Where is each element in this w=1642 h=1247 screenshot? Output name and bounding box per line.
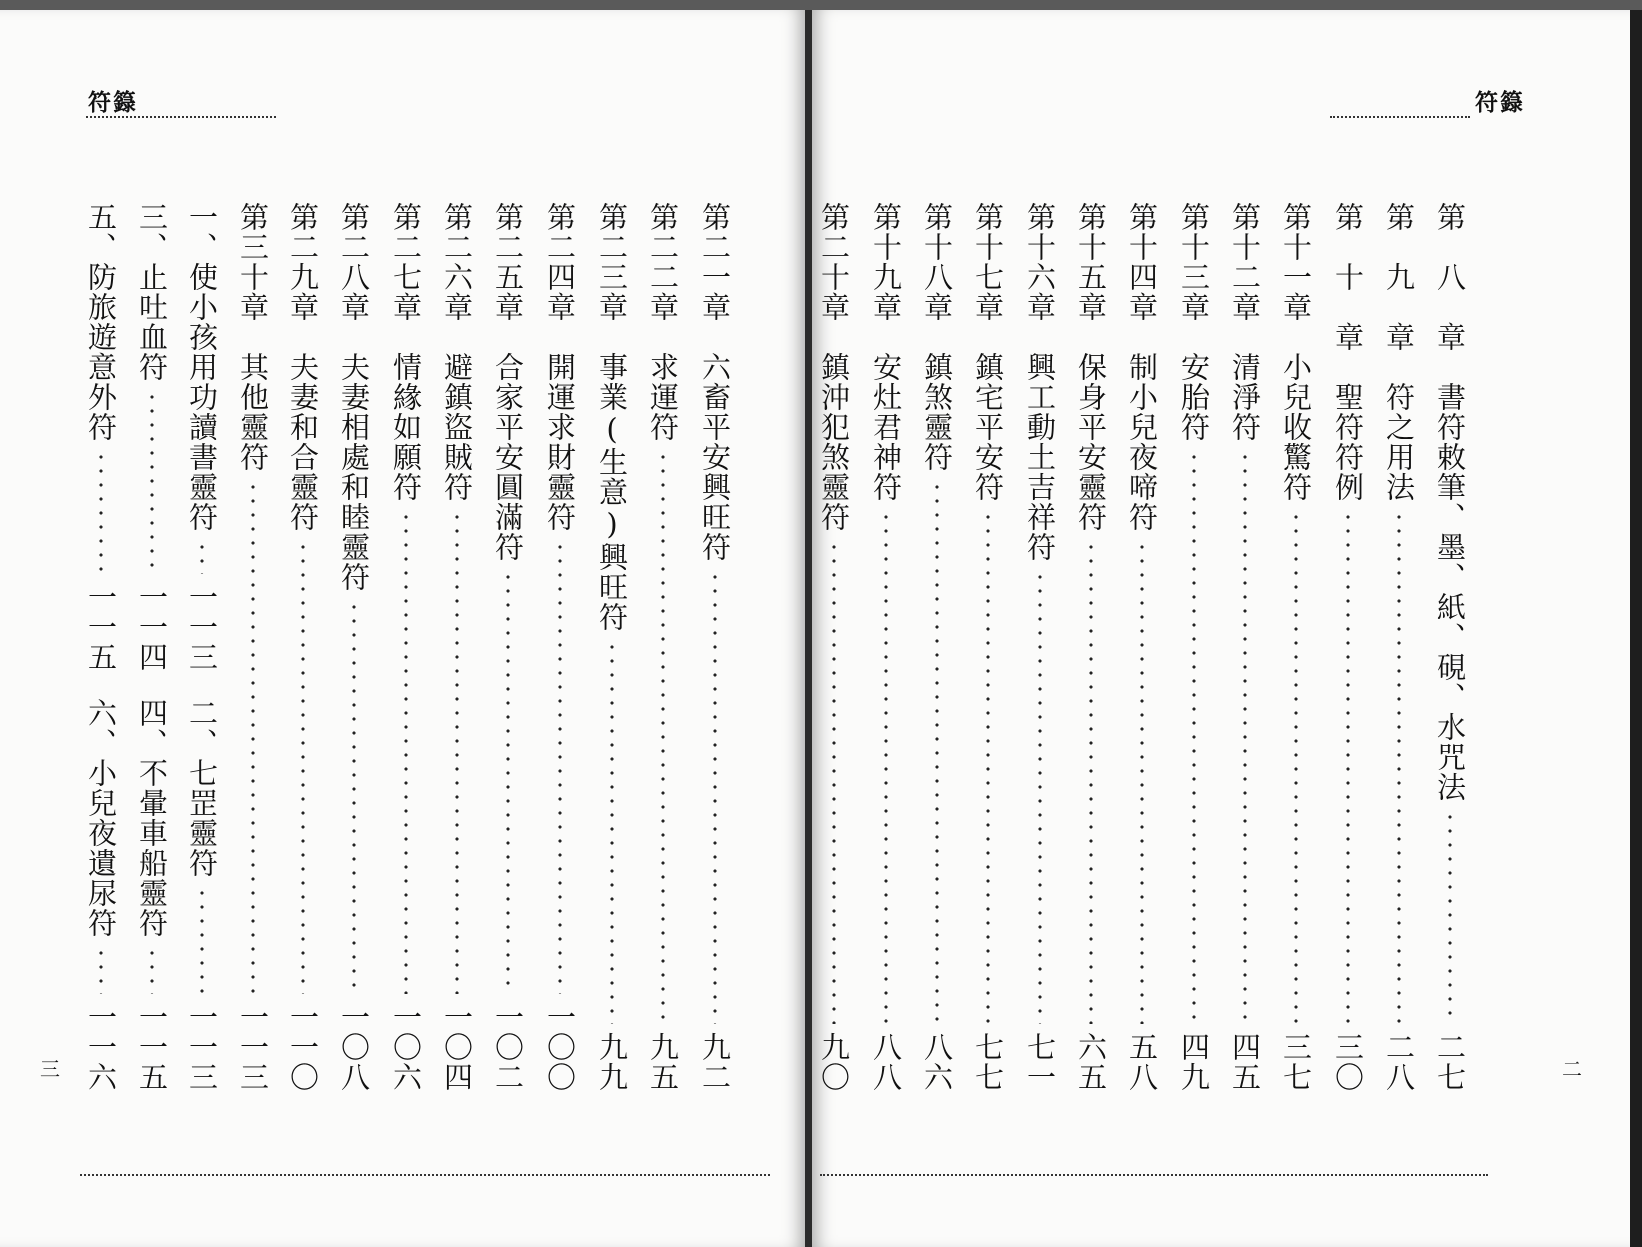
toc-entry-page: 九二 bbox=[698, 1032, 732, 1092]
toc-subentry bbox=[135, 698, 169, 1092]
toc-entry-page: 一〇八 bbox=[337, 1002, 371, 1092]
toc-entry bbox=[236, 202, 270, 1092]
toc-entry-page: 九五 bbox=[646, 1032, 680, 1092]
toc-entry bbox=[595, 202, 629, 1092]
toc-entry-label: 第 九 章 符之用法 bbox=[1382, 202, 1416, 502]
dot-leader bbox=[455, 510, 459, 994]
toc-entry-label: 第十六章 興工動土吉祥符 bbox=[1023, 202, 1057, 562]
toc-subentry-page: 一一四 bbox=[135, 582, 169, 672]
toc-entry bbox=[286, 202, 320, 1092]
toc-entry-page: 一一三 bbox=[236, 1002, 270, 1092]
toc-entry-page: 一〇六 bbox=[389, 1002, 423, 1092]
toc-subentry-page: 一一三 bbox=[185, 1002, 219, 1092]
dot-leader bbox=[1192, 450, 1196, 1024]
toc-entry-label: 第 十 章 聖符符例 bbox=[1331, 202, 1365, 502]
toc-entry bbox=[543, 202, 577, 1092]
dot-leader bbox=[404, 510, 408, 994]
toc-entry bbox=[389, 202, 423, 1092]
toc-entry-page: 四九 bbox=[1177, 1032, 1211, 1092]
toc-subentry-label: 五、防旅遊意外符 bbox=[84, 202, 118, 442]
toc-subentry bbox=[84, 698, 118, 1092]
toc-entry-page: 三七 bbox=[1279, 1032, 1313, 1092]
toc-entry-page: 三〇 bbox=[1331, 1032, 1365, 1092]
toc-entry bbox=[1433, 202, 1467, 1092]
toc-subentry-page: 一一五 bbox=[135, 1002, 169, 1092]
toc-entry-label: 第二二章 求運符 bbox=[646, 202, 680, 442]
dot-leader bbox=[200, 886, 204, 994]
toc-entry-page: 八六 bbox=[920, 1032, 954, 1092]
dot-leader bbox=[935, 480, 939, 1024]
toc-subentry-page: 一一五 bbox=[84, 582, 118, 672]
left-page bbox=[0, 10, 805, 1247]
page-number: 三 bbox=[40, 1057, 60, 1081]
dot-leader bbox=[1294, 510, 1298, 1024]
page-number: 二 bbox=[1562, 1057, 1582, 1081]
toc-entry-label: 第十九章 安灶君神符 bbox=[869, 202, 903, 502]
dot-leader bbox=[713, 570, 717, 1024]
toc-entry-label: 第十三章 安胎符 bbox=[1177, 202, 1211, 442]
dot-leader bbox=[150, 390, 154, 574]
toc-entry-label: 第 八 章 書符敕筆、墨、紙、硯、水咒法 bbox=[1433, 202, 1467, 802]
toc-entry bbox=[1125, 202, 1159, 1092]
toc-subentry-label: 一、使小孩用功讀書靈符 bbox=[185, 202, 219, 532]
footer-rule bbox=[820, 1174, 1488, 1176]
toc-entry-label: 第二八章 夫妻相處和睦靈符 bbox=[337, 202, 371, 592]
toc-entry-label: 第二七章 情緣如願符 bbox=[389, 202, 423, 502]
toc-entry bbox=[491, 202, 525, 1092]
footer-rule bbox=[80, 1174, 770, 1176]
toc-entry bbox=[971, 202, 1005, 1092]
dot-leader bbox=[1038, 570, 1042, 1024]
dot-leader bbox=[661, 450, 665, 1024]
toc-subentry-label: 六、小兒夜遺尿符 bbox=[84, 698, 118, 938]
toc-entry-label: 第十二章 清淨符 bbox=[1228, 202, 1262, 442]
toc-entry-page: 八八 bbox=[869, 1032, 903, 1092]
dot-leader bbox=[1140, 540, 1144, 1024]
toc-entry-label: 第三十章 其他靈符 bbox=[236, 202, 270, 472]
toc-subentry-page: 一一三 bbox=[185, 582, 219, 672]
right-page bbox=[812, 10, 1630, 1247]
dot-leader bbox=[610, 640, 614, 1024]
toc-entry-label: 第十一章 小兒收驚符 bbox=[1279, 202, 1313, 502]
toc-subentry-label: 三、止吐血符 bbox=[135, 202, 169, 382]
toc-subentry bbox=[185, 202, 219, 672]
toc-entry-label: 第十八章 鎮煞靈符 bbox=[920, 202, 954, 472]
book-spine bbox=[805, 10, 812, 1247]
dot-leader bbox=[99, 946, 103, 994]
dot-leader bbox=[506, 570, 510, 994]
toc-entry-label: 第二四章 開運求財靈符 bbox=[543, 202, 577, 532]
toc-entry-label: 第二一章 六畜平安興旺符 bbox=[698, 202, 732, 562]
toc-entry-page: 二八 bbox=[1382, 1032, 1416, 1092]
toc-subentry bbox=[135, 202, 169, 672]
toc-entry bbox=[1023, 202, 1057, 1092]
header-rule bbox=[1330, 116, 1470, 118]
dot-leader bbox=[301, 540, 305, 994]
toc-entry bbox=[1331, 202, 1365, 1092]
dot-leader bbox=[832, 540, 836, 1024]
dot-leader bbox=[251, 480, 255, 994]
book-edge bbox=[1630, 10, 1642, 1247]
dot-leader bbox=[99, 450, 103, 574]
dot-leader bbox=[1089, 540, 1093, 1024]
toc-entry bbox=[817, 202, 851, 1092]
toc-subentry-label: 四、不暈車船靈符 bbox=[135, 698, 169, 938]
toc-subentry-page: 一一六 bbox=[84, 1002, 118, 1092]
toc-entry bbox=[1279, 202, 1313, 1092]
toc-entry-label: 第二六章 避鎮盜賊符 bbox=[440, 202, 474, 502]
dot-leader bbox=[884, 510, 888, 1024]
toc-entry bbox=[698, 202, 732, 1092]
running-head: 符籙 bbox=[1475, 89, 1525, 116]
toc-entry bbox=[920, 202, 954, 1092]
toc-entry-page: 四五 bbox=[1228, 1032, 1262, 1092]
toc-entry-page: 六五 bbox=[1074, 1032, 1108, 1092]
toc-entry-label: 第二十章 鎮沖犯煞靈符 bbox=[817, 202, 851, 532]
dot-leader bbox=[150, 946, 154, 994]
header-rule bbox=[86, 116, 276, 118]
dot-leader bbox=[558, 540, 562, 994]
toc-entry bbox=[440, 202, 474, 1092]
toc-entry bbox=[869, 202, 903, 1092]
toc-entry bbox=[1228, 202, 1262, 1092]
toc-entry bbox=[1177, 202, 1211, 1092]
dot-leader bbox=[1243, 450, 1247, 1024]
dot-leader bbox=[1448, 810, 1452, 1024]
toc-entry-page: 七一 bbox=[1023, 1032, 1057, 1092]
dot-leader bbox=[352, 600, 356, 994]
toc-entry-label: 第二九章 夫妻和合靈符 bbox=[286, 202, 320, 532]
toc-entry bbox=[1382, 202, 1416, 1092]
toc-entry-label: 第十四章 制小兒夜啼符 bbox=[1125, 202, 1159, 532]
toc-entry-page: 一〇〇 bbox=[543, 1002, 577, 1092]
toc-entry-page: 一〇四 bbox=[440, 1002, 474, 1092]
toc-subentry bbox=[84, 202, 118, 672]
toc-entry bbox=[337, 202, 371, 1092]
toc-entry-label: 第十七章 鎮宅平安符 bbox=[971, 202, 1005, 502]
dot-leader bbox=[1346, 510, 1350, 1024]
toc-entry-page: 一一〇 bbox=[286, 1002, 320, 1092]
toc-entry bbox=[1074, 202, 1108, 1092]
toc-entry-label: 第二五章 合家平安圓滿符 bbox=[491, 202, 525, 562]
toc-subentry-label: 二、七罡靈符 bbox=[185, 698, 219, 878]
dot-leader bbox=[200, 540, 204, 574]
dot-leader bbox=[986, 510, 990, 1024]
toc-entry-label: 第十五章 保身平安靈符 bbox=[1074, 202, 1108, 532]
toc-entry-page: 二七 bbox=[1433, 1032, 1467, 1092]
toc-entry-page: 五八 bbox=[1125, 1032, 1159, 1092]
dot-leader bbox=[1397, 510, 1401, 1024]
toc-entry-page: 一〇二 bbox=[491, 1002, 525, 1092]
toc-subentry bbox=[185, 698, 219, 1092]
toc-entry-page: 九〇 bbox=[817, 1032, 851, 1092]
toc-entry-label: 第二三章 事業(生意)興旺符 bbox=[595, 202, 629, 632]
toc-entry bbox=[646, 202, 680, 1092]
running-head: 符籙 bbox=[88, 89, 138, 116]
toc-entry-page: 七七 bbox=[971, 1032, 1005, 1092]
toc-entry-page: 九九 bbox=[595, 1032, 629, 1092]
